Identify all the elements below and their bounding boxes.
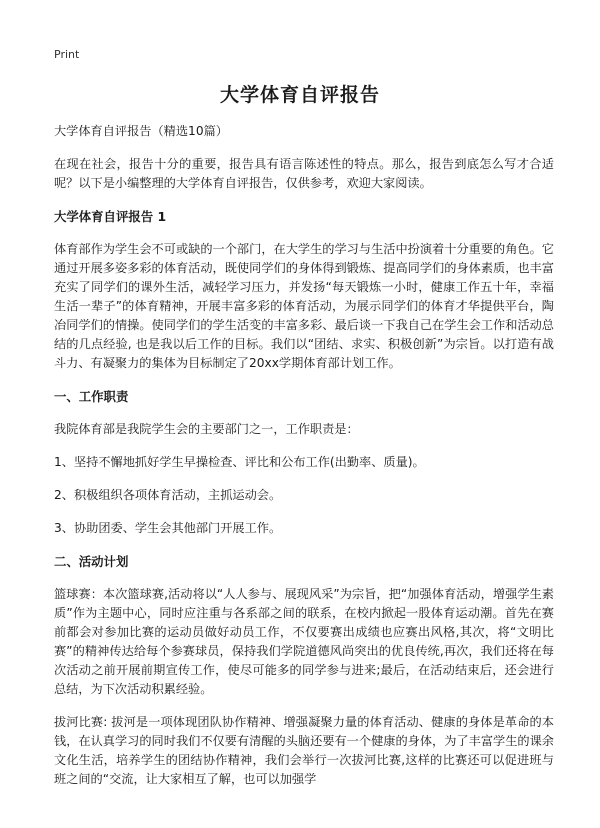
section-heading-duties: 一、工作职责 xyxy=(54,389,129,404)
document-body xyxy=(54,122,554,803)
duty-item-3: 3、协助团委、学生会其他部门开展工作。 xyxy=(54,521,282,535)
section-heading-report-1: 大学体育自评报告 1 xyxy=(54,209,167,224)
basketball-paragraph: 篮球赛：本次篮球赛,活动将以“人人参与、展现风采”为宗旨，把“加强体育活动，增强学生素质”作为主题中心，同时应注重与各系部之间的联系，在校内掀起一股体育运动潮。首先在赛前都会对参加比赛的运动员做好动员工作，不仅要赛出成绩也应赛出风格,其次，将“文明比赛”的精神传达给每个参赛球员，保持我们学院道德风尚突出的优良传统,再次，我们还将在每次活动之前开展前期宣传工作，使尽可能多的同学参与进来;最后，在活动结束后，还会进行总结，为下次活动积累经验。 xyxy=(54,587,554,696)
intro-paragraph: 在现在社会，报告十分的重要，报告具有语言陈述性的特点。那么，报告到底怎么写才合适呢？以下是小编整理的大学体育自评报告，仅供参考，欢迎大家阅读。 xyxy=(54,157,554,190)
document-subtitle: 大学体育自评报告（精选10篇） xyxy=(54,124,228,138)
report-1-paragraph: 体育部作为学生会不可或缺的一个部门，在大学生的学习与生活中扮演着十分重要的角色。它通过开展多姿多彩的体育活动，既使同学们的身体得到锻炼、提高同学们的身体素质，也丰富充实了同学们的课外生活，减轻学习压力，并发扬“每天锻炼一小时，健康工作五十年，幸福生活一辈子”的体育精神，开展丰富多彩的体育活动，为展示同学们的体育才华提供平台，陶冶同学们的情操。使同学们的学生活变的丰富多彩、最后谈一下我自己在学生会工作和活动总结的几点经验, 也是我以后工作的目标。我们以“团结、求实、积极创新”为宗旨。以打造有战斗力、有凝聚力的集体为目标制定了20xx学期体育部计划工作。 xyxy=(54,242,554,370)
duty-item-2: 2、积极组织各项体育活动，主抓运动会。 xyxy=(54,488,282,502)
tug-of-war-paragraph: 拔河比赛: 拔河是一项体现团队协作精神、增强凝聚力量的体育活动、健康的身体是革命的本钱，在认真学习的同时我们不仅要有清醒的头脑还要有一个健康的身体，为了丰富学生的课余文化生活，培养学生的团结协作精神，我们会举行一次拔河比赛,这样的比赛还可以促进班与班之间的“交流，让大家相互了解，也可以加强学 xyxy=(54,715,554,786)
duties-intro: 我院体育部是我院学生会的主要部门之一，工作职责是： xyxy=(54,422,359,436)
page-title: 大学体育自评报告 xyxy=(219,84,380,106)
duty-item-1: 1、坚持不懈地抓好学生早操检查、评比和公布工作(出勤率、质量)。 xyxy=(54,455,425,469)
print-link[interactable]: Print xyxy=(54,48,80,61)
section-heading-activity-plan: 二、活动计划 xyxy=(54,554,129,569)
